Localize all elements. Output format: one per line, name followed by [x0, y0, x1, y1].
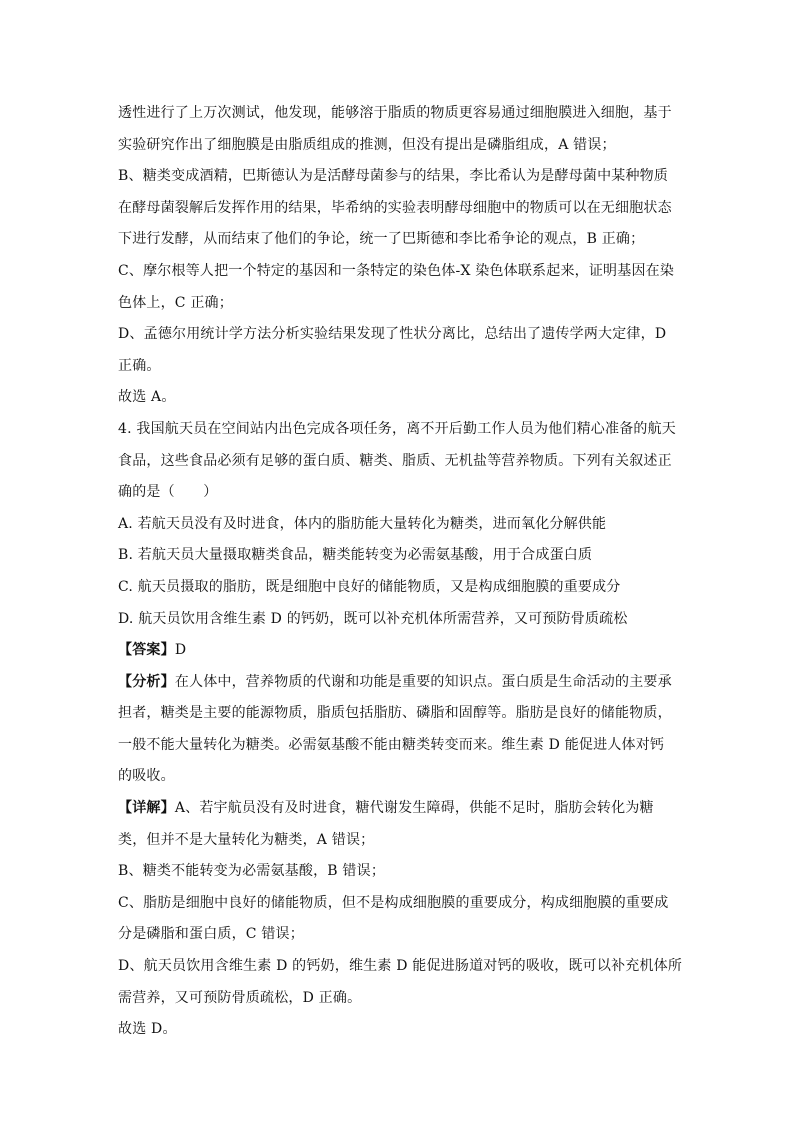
question-stem-line: 4. 我国航天员在空间站内出色完成各项任务，离不开后勤工作人员为他们精心准备的航天 [118, 420, 677, 437]
analysis-text: 在人体中，营养物质的代谢和功能是重要的知识点。蛋白质是生命活动的主要承 [174, 673, 672, 690]
text-line: 色体上，C 正确； [118, 294, 233, 311]
text-line: C、脂肪是细胞中良好的储能物质，但不是构成细胞膜的重要成分，构成细胞膜的重要成 [118, 894, 669, 911]
text-line: D、孟德尔用统计学方法分析实验结果发现了性状分离比，总结出了遗传学两大定律，D [118, 326, 667, 343]
previous-detail-section [118, 98, 678, 414]
question-4 [118, 414, 678, 635]
text-line: 在酵母菌裂解后发挥作用的结果，毕希纳的实验表明酵母细胞中的物质可以在无细胞状态 [118, 199, 672, 216]
text-line: 类，但并不是大量转化为糖类，A 错误； [118, 831, 375, 848]
detail-text: A、若宇航员没有及时进食，糖代谢发生障碍，供能不足时，脂肪会转化为糖 [174, 800, 654, 817]
text-line: 故选 D。 [118, 1021, 177, 1038]
text-line: 透性进行了上万次测试，他发现，能够溶于脂质的物质更容易通过细胞膜进入细胞，基于 [118, 105, 672, 121]
text-line: 分是磷脂和蛋白质，C 错误； [118, 926, 304, 943]
detail-section [118, 793, 683, 1046]
text-line: C、摩尔根等人把一个特定的基因和一条特定的染色体-X 染色体联系起来，证明基因在染 [118, 262, 675, 279]
question-stem-line: 确的是（ ） [118, 484, 218, 501]
analysis-first-line [118, 667, 678, 699]
analysis-label: 【分析】 [118, 673, 175, 690]
text-line: B、糖类不能转变为必需氨基酸，B 错误； [118, 863, 386, 880]
question-stem-line: 食品，这些食品必须有足够的蛋白质、糖类、脂质、无机盐等营养物质。下列有关叙述正 [118, 452, 672, 469]
text-line: 的吸收。 [118, 768, 175, 785]
text-line: 需营养，又可预防骨质疏松，D 正确。 [118, 989, 362, 1006]
option-c: C. 航天员摄取的脂肪，既是细胞中良好的储能物质，又是构成细胞膜的重要成分 [118, 578, 621, 595]
option-b: B. 若航天员大量摄取糖类食品，糖类能转变为必需氨基酸，用于合成蛋白质 [118, 547, 593, 564]
option-a: A. 若航天员没有及时进食，体内的脂肪能大量转化为糖类，进而氧化分解供能 [118, 515, 607, 532]
text-line: 一般不能大量转化为糖类。必需氨基酸不能由糖类转变而来。维生素 D 能促进人体对钙 [118, 736, 665, 753]
text-line: B、糖类变成酒精，巴斯德认为是活酵母菌参与的结果，李比希认为是酵母菌中某种物质 [118, 168, 669, 185]
detail-first-line [118, 793, 678, 825]
detail-label: 【详解】 [118, 800, 175, 817]
text-line: 下进行发酵，从而结束了他们的争论，统一了巴斯德和李比希争论的观点，B 正确； [118, 231, 645, 248]
option-d: D. 航天员饮用含维生素 D 的钙奶，既可以补充机体所需营养，又可预防骨质疏松 [118, 610, 628, 627]
text-line: 实验研究作出了细胞膜是由脂质组成的推测，但没有提出是磷脂组成，A 错误； [118, 136, 616, 153]
text-line: 故选 A。 [118, 389, 176, 406]
answer-value: D [174, 642, 187, 659]
answer-label: 【答案】 [118, 642, 175, 659]
document-page [118, 98, 683, 1046]
text-line: 担者，糖类是主要的能源物质，脂质包括脂肪、磷脂和固醇等。脂肪是良好的储能物质， [118, 705, 672, 722]
text-line: 正确。 [118, 357, 161, 374]
text-line: D、航天员饮用含维生素 D 的钙奶，维生素 D 能促进肠道对钙的吸收，既可以补充机体所 [118, 958, 683, 975]
analysis-section [118, 667, 678, 793]
answer-line [118, 635, 678, 667]
